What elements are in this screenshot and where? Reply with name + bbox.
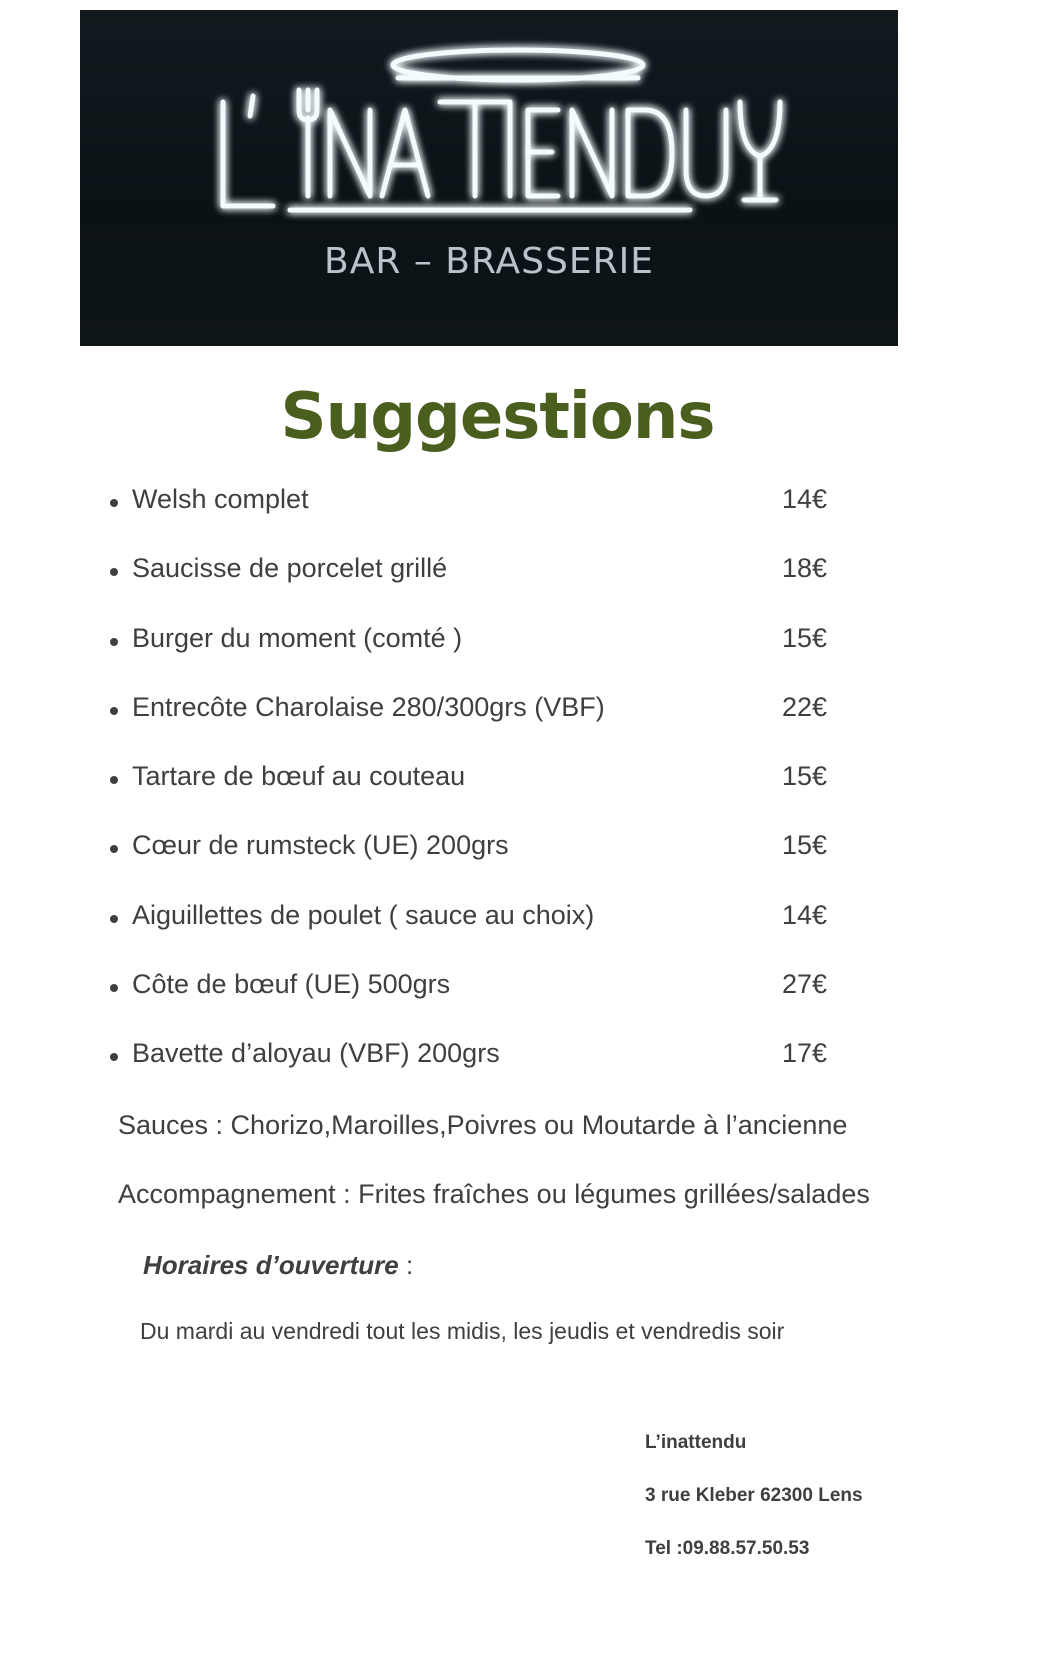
list-item — [110, 761, 870, 830]
bullet-icon — [110, 707, 118, 715]
list-item — [110, 484, 870, 553]
dish-price: 15€ — [782, 830, 828, 861]
bullet-icon — [110, 638, 118, 646]
bullet-icon — [110, 776, 118, 784]
bullet-icon — [110, 499, 118, 507]
list-item — [110, 969, 870, 1038]
dish-name: Tartare de bœuf au couteau — [132, 761, 466, 792]
logo-subtitle: BAR – BRASSERIE — [324, 241, 654, 282]
dish-price: 15€ — [782, 761, 828, 792]
dish-price: 15€ — [782, 622, 828, 653]
bullet-icon — [110, 1053, 118, 1061]
list-item — [110, 623, 870, 692]
page-title: Suggestions — [280, 380, 715, 454]
phone-number: Tel :09.88.57.50.53 — [645, 1538, 810, 1559]
dish-price: 17€ — [782, 1038, 828, 1069]
list-item — [110, 830, 870, 899]
dish-price: 27€ — [782, 969, 828, 1000]
opening-hours-heading — [143, 1250, 413, 1281]
list-item — [110, 553, 870, 622]
accompaniment-line: Accompagnement : Frites fraîches ou légumes grillées/salades — [118, 1179, 870, 1209]
menu-list — [110, 484, 870, 1108]
opening-hours-title: Horaires d’ouverture — [143, 1250, 399, 1280]
dish-name: Cœur de rumsteck (UE) 200grs — [132, 830, 509, 861]
dish-name: Entrecôte Charolaise 280/300grs (VBF) — [132, 691, 605, 722]
dish-price: 22€ — [782, 691, 828, 722]
logo-sign — [80, 10, 898, 346]
list-item — [110, 900, 870, 969]
bullet-icon — [110, 568, 118, 576]
logo-banner — [80, 10, 898, 346]
bullet-icon — [110, 845, 118, 853]
sauces-line: Sauces : Chorizo,Maroilles,Poivres ou Moutarde à l’ancienne — [118, 1110, 848, 1140]
dish-name: Côte de bœuf (UE) 500grs — [132, 969, 451, 1000]
opening-hours-colon: : — [398, 1250, 414, 1280]
dish-name: Burger du moment (comté ) — [132, 622, 463, 653]
dish-price: 18€ — [782, 553, 828, 584]
street-address: 3 rue Kleber 62300 Lens — [645, 1485, 863, 1506]
list-item — [110, 692, 870, 761]
bullet-icon — [110, 915, 118, 923]
dish-price: 14€ — [782, 899, 828, 930]
dish-price: 14€ — [782, 484, 828, 514]
dish-name: Welsh complet — [132, 484, 309, 514]
address-block — [645, 1432, 863, 1591]
restaurant-name: L’inattendu — [645, 1432, 747, 1453]
bullet-icon — [110, 984, 118, 992]
dish-name: Bavette d’aloyau (VBF) 200grs — [132, 1038, 500, 1069]
dish-name: Aiguillettes de poulet ( sauce au choix) — [132, 899, 595, 930]
dish-name: Saucisse de porcelet grillé — [132, 553, 448, 584]
list-item — [110, 1038, 870, 1107]
opening-hours-text: Du mardi au vendredi tout les midis, les jeudis et vendredis soir — [140, 1318, 785, 1344]
